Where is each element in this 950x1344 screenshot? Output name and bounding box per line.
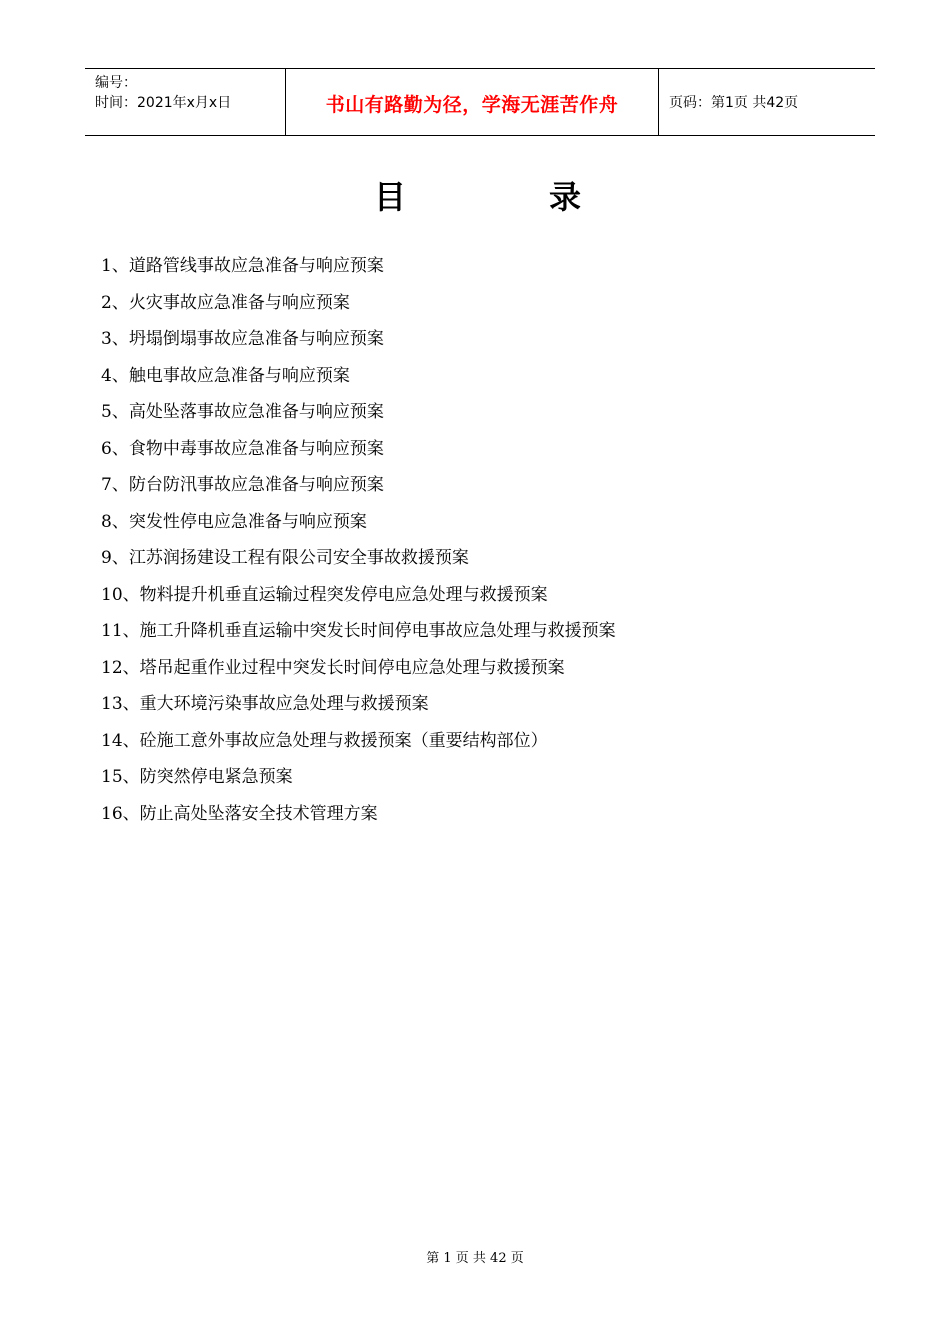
toc-item: 4、触电事故应急准备与响应预案 — [101, 365, 350, 386]
toc-item: 15、防突然停电紧急预案 — [101, 767, 293, 787]
toc-item: 2、火灾事故应急准备与响应预案 — [101, 292, 350, 313]
toc-item: 9、江苏润扬建设工程有限公司安全事故救援预案 — [101, 548, 469, 568]
footer-page-number: 第 1 页 共 42 页 — [426, 1251, 524, 1266]
document-number-label: 编号： — [95, 75, 137, 91]
page-info: 页码：第1页 共42页 — [669, 95, 799, 111]
table-of-contents — [101, 252, 616, 836]
motto-text: 书山有路勤为径，学海无涯苦作舟 — [325, 93, 619, 116]
toc-item: 16、防止高处坠落安全技术管理方案 — [101, 803, 378, 824]
toc-item: 14、砼施工意外事故应急处理与救援预案（重要结构部位） — [101, 730, 548, 751]
toc-item: 8、突发性停电应急准备与响应预案 — [101, 511, 367, 532]
toc-item: 3、坍塌倒塌事故应急准备与响应预案 — [101, 329, 384, 349]
title-char-2: 录 — [549, 178, 582, 216]
toc-item: 5、高处坠落事故应急准备与响应预案 — [101, 402, 384, 422]
document-date: 时间：2021年x月x日 — [95, 95, 232, 111]
toc-item: 11、施工升降机垂直运输中突发长时间停电事故应急处理与救援预案 — [101, 621, 616, 641]
header-page-cell — [659, 69, 875, 135]
toc-item: 6、食物中毒事故应急准备与响应预案 — [101, 438, 384, 459]
toc-item: 13、重大环境污染事故应急处理与救援预案 — [101, 694, 429, 714]
title-char-1: 目 — [374, 178, 407, 216]
document-header — [85, 68, 875, 136]
header-motto-cell — [286, 69, 659, 135]
toc-item: 7、防台防汛事故应急准备与响应预案 — [101, 475, 384, 495]
toc-item: 10、物料提升机垂直运输过程突发停电应急处理与救援预案 — [101, 584, 548, 605]
toc-item: 1、道路管线事故应急准备与响应预案 — [101, 256, 384, 276]
header-meta-cell — [85, 69, 286, 135]
toc-item: 12、塔吊起重作业过程中突发长时间停电应急处理与救援预案 — [101, 657, 565, 678]
page-footer — [0, 1247, 950, 1266]
